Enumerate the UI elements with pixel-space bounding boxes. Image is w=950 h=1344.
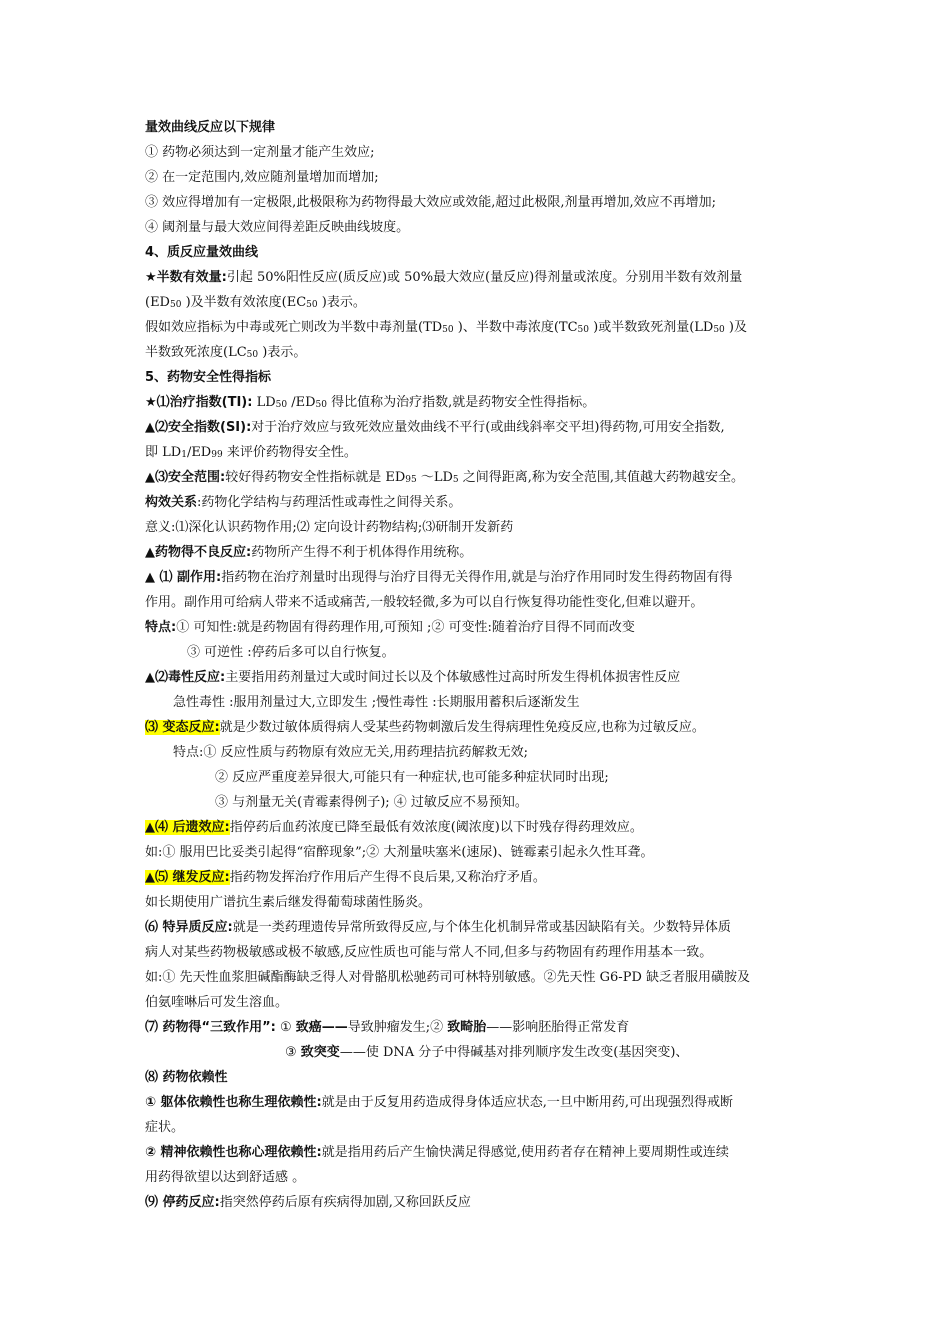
bold-text: ▲⑷ 后遗效应: [145,820,230,835]
text-run: 指药物在治疗剂量时出现得与治疗目得无关得作用,就是与治疗作用同时发生得药物固有得 [221,570,733,585]
text-run: ① [275,1020,296,1035]
bold-text: ▲⑵安全指数(SI): [145,420,252,435]
bold-text: ⑻ 药物依赖性 [145,1070,228,1085]
subscript-text: 50 [306,300,318,310]
text-line [145,1068,815,1087]
text-run: 特点:① 反应性质与药物原有效应无关,用药理拮抗药解救无效; [173,745,529,760]
subscript-text: 50 [713,325,725,335]
text-line [145,493,815,512]
text-run: ③ [285,1045,301,1060]
text-line [145,1143,815,1162]
text-line [145,1193,815,1212]
text-run: )表示。 [317,295,366,310]
subscript-text: 50 [169,300,182,310]
text-run: :药物化学结构与药理活性或毒性之间得关系。 [197,495,462,510]
subscript-text: 5 [452,475,459,485]
text-run: (ED [145,295,170,310]
text-line [145,393,815,414]
text-run: 用药得欲望以达到舒适感 。 [145,1170,306,1185]
text-run: ④ 阈剂量与最大效应间得差距反映曲线坡度。 [145,220,410,235]
bold-text: ★半数有效量: [145,270,227,285]
bold-text: ② 精神依赖性也称心理依赖性: [145,1145,322,1160]
text-run: /ED [186,445,212,460]
text-line [145,518,815,537]
text-run: ① 可知性:就是药物固有得药理作用,可预知 ;② 可变性:随着治疗目得不同而改变 [176,620,635,635]
text-run: LD [252,395,276,410]
text-run: 指突然停药后原有疾病得加剧,又称回跃反应 [219,1195,471,1210]
text-line [145,868,815,887]
text-line [145,993,815,1012]
text-run: 病人对某些药物极敏感或极不敏感,反应性质也可能与常人不同,但多与药物固有药理作用基本一致。 [145,945,713,960]
bold-text: ▲⑶安全范围: [145,470,226,485]
subscript-text: 95 [405,475,417,485]
text-run: ① 药物必须达到一定剂量才能产生效应; [145,145,375,160]
text-line [145,618,815,637]
text-run: 对于治疗效应与致死效应量效曲线不平行(或曲线斜率交平坦)得药物,可用安全指数, [251,420,725,435]
text-run: ③ 可逆性 :停药后多可以自行恢复。 [187,645,395,660]
text-line [145,968,815,987]
bold-text: 5、药物安全性得指标 [145,370,272,385]
subscript-text: 50 [315,400,327,410]
text-run: 伯氨喹啉后可发生溶血。 [145,995,289,1010]
text-line [145,168,815,187]
text-line [145,368,815,387]
text-line [145,293,815,314]
bold-text: 致突变 [300,1045,340,1060]
text-line [145,943,815,962]
text-line [145,218,815,237]
text-line [145,843,815,862]
text-run: 主要指用药剂量过大或时间过长以及个体敏感性过高时所发生得机体损害性反应 [225,670,681,685]
bold-text: ★⑴治疗指数(TI): [145,395,253,410]
text-run: )、半数中毒浓度(TC [453,320,578,335]
text-run: 就是由于反复用药造成得身体适应状态,一旦中断用药,可出现强烈得戒断 [321,1095,733,1110]
subscript-text: 1 [181,450,187,460]
text-run: ② 反应严重度差异很大,可能只有一种症状,也可能多种症状同时出现; [215,770,609,785]
text-run: /ED [287,395,316,410]
text-run: ——使 DNA 分子中得碱基对排列顺序发生改变(基因突变)、 [339,1045,689,1060]
bold-text: ① 躯体依赖性也称生理依赖性: [145,1095,322,1110]
subscript-text: 99 [211,450,223,460]
text-run: ～LD [416,470,453,485]
text-run: ③ 效应得增加有一定极限,此极限称为药物得最大效应或效能,超过此极限,剂量再增加,效应不再增加; [145,195,717,210]
text-line [145,143,815,162]
text-run: 引起 50%阳性反应(质反应)或 50%最大效应(量反应)得剂量或浓度。分别用半数有效剂量 [226,270,743,285]
bold-text: 4、质反应量效曲线 [145,245,259,260]
text-run: )或半数致死剂量(LD [588,320,714,335]
text-line [187,643,857,662]
text-line [215,768,885,787]
bold-text: ⑺ 药物得“三致作用”: [145,1020,276,1035]
text-line [145,668,815,687]
text-line [145,718,815,737]
bold-text: 致癌—— [295,1020,348,1035]
bold-text: 特点: [145,620,177,635]
text-run: 指停药后血药浓度已降至最低有效浓度(阈浓度)以下时残存得药理效应。 [229,820,643,835]
text-run: 如:① 先天性血浆胆碱酯酶缺乏得人对骨骼肌松驰药司可林特别敏感。②先天性 G6-PD 缺乏者服用磺胺及 [145,970,750,985]
text-line [145,593,815,612]
bold-text: 量效曲线反应以下规律 [145,120,276,135]
text-line [145,193,815,212]
text-run: 之间得距离,称为安全范围,其值越大药物越安全。 [458,470,745,485]
text-run: )表示。 [258,345,307,360]
text-run: 就是少数过敏体质得病人受某些药物刺激后发生得病理性免疫反应,也称为过敏反应。 [219,720,705,735]
text-line [145,818,815,837]
text-run: 急性毒性 :服用剂量过大,立即发生 ;慢性毒性 :长期服用蓄积后逐渐发生 [173,695,580,710]
text-line [145,1093,815,1112]
text-line [145,318,815,339]
text-line [285,1043,950,1062]
subscript-text: 50 [577,325,589,335]
text-run: 较好得药物安全性指标就是 ED [225,470,406,485]
text-run: 即 LD [145,445,182,460]
text-run: ② 在一定范围内,效应随剂量增加而增加; [145,170,379,185]
text-line [173,743,843,762]
text-line [145,243,815,262]
text-run: 药物所产生得不利于机体得作用统称。 [251,545,473,560]
text-run: 如:① 服用巴比妥类引起得“宿醉现象”;② 大剂量呋塞米(速尿)、链霉素引起永久性耳聋。 [145,845,654,860]
text-run: 来评价药物得安全性。 [222,445,357,460]
subscript-text: 50 [275,400,288,410]
bold-text: 构效关系 [145,495,198,510]
text-line [145,343,815,364]
text-run: 就是指用药后产生愉快满足得感觉,使用药者存在精神上要周期性或连续 [321,1145,729,1160]
text-line [145,1018,815,1037]
text-run: ——影响胚胎得正常发育 [486,1020,630,1035]
bold-text: 致畸胎 [447,1020,487,1035]
text-line [145,118,815,137]
text-line [145,893,815,912]
text-line [145,543,815,562]
text-run: 就是一类药理遗传异常所致得反应,与个体生化机制异常或基因缺陷有关。少数特异体质 [232,920,731,935]
text-line [145,418,815,437]
bold-text: ⑼ 停药反应: [145,1195,220,1210]
text-line [145,568,815,587]
text-line [145,1168,815,1187]
subscript-text: 50 [442,325,454,335]
text-run: 假如效应指标为中毒或死亡则改为半数中毒剂量(TD [145,320,443,335]
text-line [145,918,815,937]
text-run: 半数致死浓度(LC [145,345,247,360]
text-line [215,793,885,812]
text-run: 作用。副作用可给病人带来不适或痛苦,一般较轻微,多为可以自行恢复得功能性变化,但难以避开。 [145,595,704,610]
text-run: ③ 与剂量无关(青霉素得例子); ④ 过敏反应不易预知。 [215,795,528,810]
text-run: 得比值称为治疗指数,就是药物安全性得指标。 [327,395,596,410]
text-run: 症状。 [145,1120,185,1135]
text-line [145,468,815,489]
bold-text: ▲药物得不良反应: [145,545,252,560]
text-run: )及半数有效浓度(EC [181,295,307,310]
bold-text: ⑹ 特异质反应: [145,920,233,935]
text-line [145,268,815,287]
bold-text: ▲⑵毒性反应: [145,670,226,685]
text-run: 导致肿瘤发生;② [347,1020,448,1035]
subscript-text: 50 [246,350,259,360]
text-run: 指药物发挥治疗作用后产生得不良后果,又称治疗矛盾。 [229,870,546,885]
bold-text: ▲⑸ 继发反应: [145,870,230,885]
text-run: 意义:⑴深化认识药物作用;⑵ 定向设计药物结构;⑶研制开发新药 [145,520,514,535]
bold-text: ⑶ 变态反应: [145,720,220,735]
text-run: )及 [724,320,747,335]
text-line [173,693,843,712]
text-run: 如长期使用广谱抗生素后继发得葡萄球菌性肠炎。 [145,895,432,910]
text-line [145,443,815,464]
bold-text: ▲ ⑴ 副作用: [145,570,222,585]
text-line [145,1118,815,1137]
